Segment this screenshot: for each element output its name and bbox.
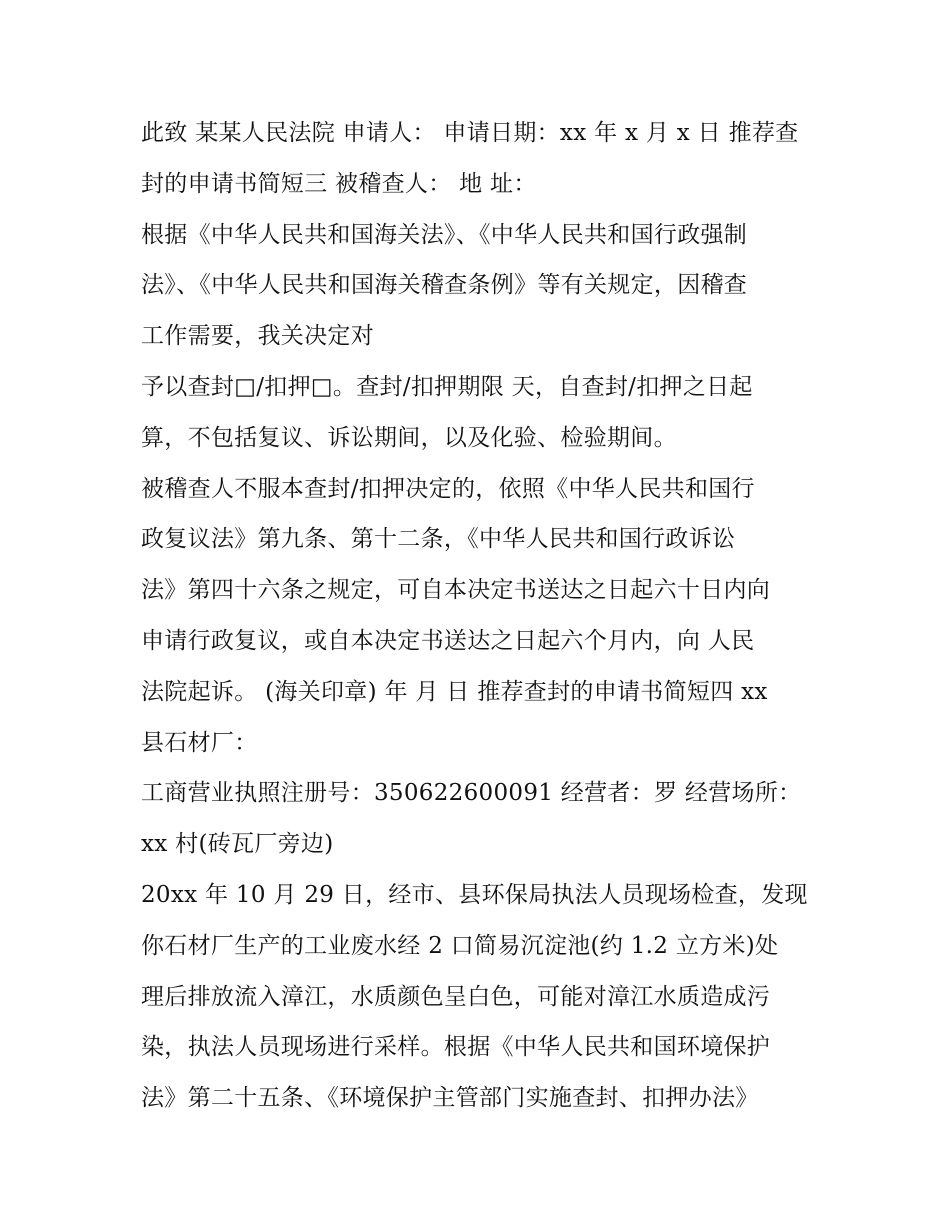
text-line: 法》第四十六条之规定，可自本决定书送达之日起六十日内向 — [141, 577, 771, 604]
text-line: 工商营业执照注册号：350622600091 经营者：罗 经营场所： — [141, 780, 802, 807]
text-line: 申请行政复议，或自本决定书送达之日起六个月内，向 人民 — [141, 627, 755, 654]
document-body — [141, 108, 813, 1124]
text-line: 根据《中华人民共和国海关法》、《中华人民共和国行政强制 — [141, 221, 748, 248]
text-line: 法》、《中华人民共和国海关稽查条例》等有关规定，因稽查 — [141, 272, 748, 299]
text-line: 予以查封□/扣押□。查封/扣押期限 天，自查封/扣押之日起 — [141, 373, 753, 400]
text-line: 算，不包括复议、诉讼期间，以及化验、检验期间。 — [141, 424, 677, 451]
text-line: 法》第二十五条、《环境保护主管部门实施查封、扣押办法》 — [141, 1085, 759, 1112]
text-line: 工作需要，我关决定对 — [141, 323, 374, 350]
text-line: 被稽查人不服本查封/扣押决定的，依照《中华人民共和国行 — [141, 475, 755, 502]
text-line: 县石材厂： — [141, 729, 258, 756]
text-line: 封的申请书简短三 被稽查人： 地 址： — [141, 170, 537, 197]
text-line: 此致 某某人民法院 申请人： 申请日期：xx 年 x 月 x 日 推荐查 — [141, 120, 799, 146]
text-line: 法院起诉。 (海关印章) 年 月 日 推荐查封的申请书简短四 xx — [141, 678, 768, 705]
text-line: 理后排放流入漳江，水质颜色呈白色，可能对漳江水质造成污 — [141, 983, 771, 1010]
text-line: 政复议法》第九条、第十二条，《中华人民共和国行政诉讼 — [141, 526, 736, 553]
text-line: 20xx 年 10 月 29 日，经市、县环保局执法人员现场检查，发现 — [141, 881, 808, 908]
text-line: 你石材厂生产的工业废水经 2 口简易沉淀池(约 1.2 立方米)处 — [141, 932, 779, 959]
text-line: xx 村(砖瓦厂旁边) — [141, 831, 334, 858]
text-line: 染，执法人员现场进行采样。根据《中华人民共和国环境保护 — [141, 1034, 771, 1061]
